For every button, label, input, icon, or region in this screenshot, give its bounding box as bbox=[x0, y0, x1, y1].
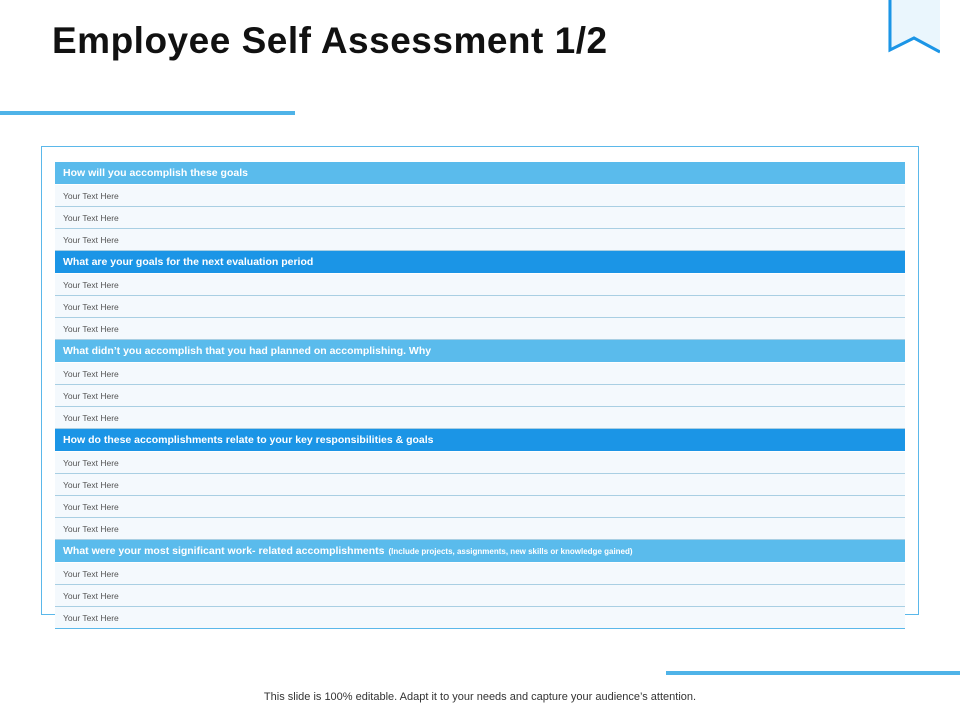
accent-bar-bottom bbox=[666, 671, 960, 675]
table-row: Your Text Here bbox=[55, 296, 905, 318]
table-row: Your Text Here bbox=[55, 207, 905, 229]
section-header bbox=[55, 162, 905, 185]
table-row: Your Text Here bbox=[55, 318, 905, 340]
bookmark-icon bbox=[888, 0, 940, 56]
section-header-note: (Include projects, assignments, new skills or knowledge gained) bbox=[388, 546, 633, 556]
footer-note: This slide is 100% editable. Adapt it to your needs and capture your audience’s attention. bbox=[263, 691, 697, 703]
table-row: Your Text Here bbox=[55, 385, 905, 407]
table-row: Your Text Here bbox=[55, 585, 905, 607]
table-row: Your Text Here bbox=[55, 474, 905, 496]
table-row: Your Text Here bbox=[55, 229, 905, 251]
table-row: Your Text Here bbox=[55, 407, 905, 429]
table-row: Your Text Here bbox=[55, 363, 905, 385]
table-row: Your Text Here bbox=[55, 452, 905, 474]
section-header-text: How will you accomplish these goals bbox=[63, 167, 248, 179]
table-row: Your Text Here bbox=[55, 518, 905, 540]
slide-title: Employee Self Assessment 1/2 bbox=[52, 20, 608, 61]
accent-bar-top bbox=[0, 111, 295, 115]
table-row: Your Text Here bbox=[55, 496, 905, 518]
section-header bbox=[55, 540, 905, 563]
assessment-table bbox=[55, 162, 905, 629]
section-header-text: How do these accomplishments relate to your key responsibilities & goals bbox=[63, 434, 434, 446]
section-header-text: What were your most significant work- related accomplishments bbox=[63, 545, 385, 557]
section-header-text: What are your goals for the next evaluation period bbox=[63, 256, 314, 268]
table-row: Your Text Here bbox=[55, 563, 905, 585]
section-header-text: What didn’t you accomplish that you had planned on accomplishing. Why bbox=[63, 345, 432, 357]
table-row: Your Text Here bbox=[55, 185, 905, 207]
table-row: Your Text Here bbox=[55, 274, 905, 296]
section-header bbox=[55, 251, 905, 274]
section-header bbox=[55, 429, 905, 452]
section-header bbox=[55, 340, 905, 363]
table-row: Your Text Here bbox=[55, 607, 905, 629]
